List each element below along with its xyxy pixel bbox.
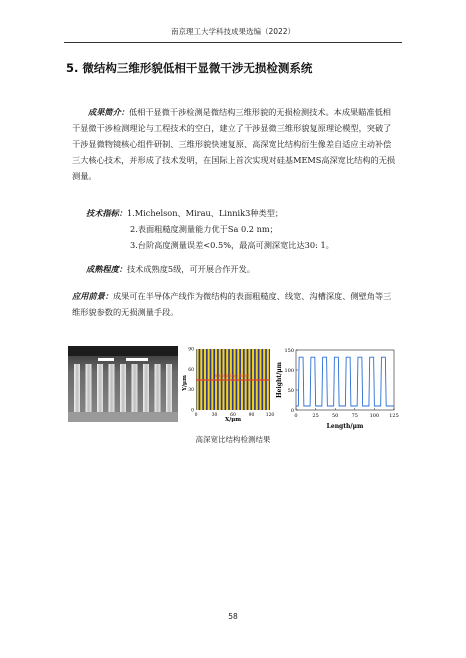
map-x-tick: 120 (265, 413, 275, 418)
map-x-label: X/μm (224, 417, 242, 423)
sem-pillar (120, 364, 126, 412)
maturity-line (86, 264, 255, 275)
height-profile-chart (276, 346, 398, 430)
map-x-tick: 0 (194, 413, 198, 418)
plot-y-tick: 100 (284, 367, 294, 374)
figure-caption: 高深宽比结构检测结果 (195, 435, 271, 444)
plot-x-tick: 125 (389, 413, 399, 419)
application-label: 应用前景： (72, 291, 113, 301)
indicators-label: 技术指标： (86, 208, 127, 218)
indicators-line-1 (86, 208, 283, 219)
summary-label: 成果简介： (88, 107, 129, 117)
plot-y-label: Height/μm (276, 361, 283, 399)
plot-x-tick: 75 (351, 413, 358, 419)
map-y-tick: 0 (191, 408, 194, 414)
plot-x-label: Length/μm (326, 423, 364, 430)
sem-pillar (97, 364, 103, 412)
map-x-tick: 90 (248, 413, 255, 418)
plot-x-tick: 50 (332, 413, 339, 419)
sem-pillar (155, 364, 161, 412)
map-y-tick: 90 (188, 347, 194, 353)
maturity-text: 技术成熟度5级，可开展合作开发。 (126, 264, 255, 274)
running-header: 南京理工大学科技成果选编（2022） (170, 27, 296, 36)
plot-x-tick: 25 (312, 413, 319, 419)
sem-pillar (143, 364, 149, 412)
sem-cross-section-image (68, 346, 178, 422)
map-y-label: Y/μm (182, 375, 188, 391)
sem-pillar (74, 364, 80, 412)
height-profile-series (296, 357, 394, 406)
maturity-label: 成熟程度： (86, 264, 127, 274)
map-y-tick: 30 (188, 388, 194, 394)
sem-pillar (132, 364, 138, 412)
section-title: 5. 微结构三维形貌低相干显微干涉无损检测系统 (66, 61, 313, 75)
indicator-item: 3.台阶高度测量误差<0.5%，最高可测深宽比达30: 1。 (130, 240, 334, 250)
stripe-topview-map (182, 346, 275, 423)
map-x-tick: 30 (211, 413, 218, 418)
indicator-item: 1.Michelson、Mirau、Linnik3种类型； (126, 208, 284, 218)
application-paragraph (72, 288, 397, 320)
plot-y-tick: 150 (284, 347, 294, 354)
map-y-tick: 60 (188, 367, 194, 373)
sem-pillar (109, 364, 115, 412)
page-number: 58 (228, 612, 238, 621)
sampling-line-label: sampling line (214, 373, 250, 379)
sem-pillar (166, 364, 172, 412)
summary-paragraph (72, 104, 397, 184)
indicator-item: 2.表面粗糙度测量能力优于Sa 0.2 nm； (130, 224, 278, 234)
header-rule (64, 42, 402, 43)
plot-x-tick: 100 (369, 413, 380, 419)
application-text: 成果可在半导体产线作为微结构的表面粗糙度、线宽、沟槽深度、侧壁角等三维形貌参数的无损测量手段。 (72, 291, 392, 317)
plot-y-tick: 50 (287, 387, 294, 394)
plot-x-tick: 0 (294, 413, 298, 419)
plot-y-tick: 0 (290, 407, 294, 414)
summary-text: 低相干显微干涉检测是微结构三维形貌的无损检测技术。本成果瞄准低相干显微干涉检测理论与工程技术的空白，建立了干涉显微三维形貌复原理论模型，突破了干涉显微物镜核心组件研制、三维形貌快速复原、高深宽比结构衍生像差自适应主动补偿三大核心技术，并形成了技术发明，在国际上首次实现对硅基MEMS高深宽比结构的无损测量。 (72, 107, 396, 181)
sem-pillar (86, 364, 92, 412)
map-x-tick: 60 (230, 413, 236, 418)
